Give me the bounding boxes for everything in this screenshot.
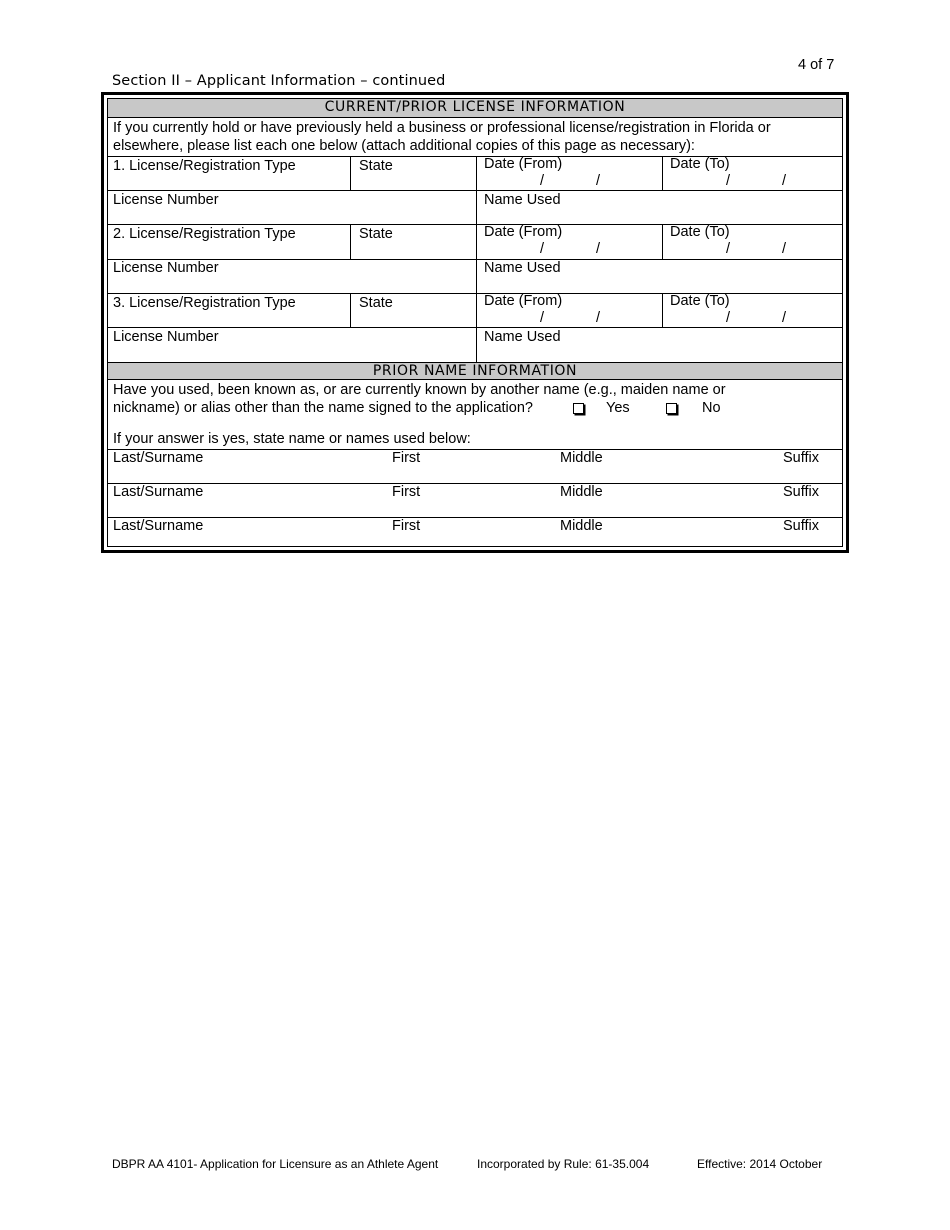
date-separator: / bbox=[782, 173, 787, 189]
date-separator: / bbox=[596, 241, 601, 257]
date-from-field[interactable]: Date (From) bbox=[484, 156, 563, 172]
form-box bbox=[101, 92, 849, 553]
date-separator: / bbox=[782, 310, 787, 326]
section-title: Section II – Applicant Information – continued bbox=[112, 73, 446, 89]
date-to-field[interactable]: Date (To) bbox=[670, 293, 730, 309]
prior-name-section-header: PRIOR NAME INFORMATION bbox=[108, 363, 842, 380]
first-name-field[interactable]: First bbox=[392, 484, 421, 500]
last-name-field[interactable]: Last/Surname bbox=[113, 484, 204, 500]
suffix-field[interactable]: Suffix bbox=[783, 484, 820, 500]
license-section-header: CURRENT/PRIOR LICENSE INFORMATION bbox=[108, 99, 842, 118]
last-name-field[interactable]: Last/Surname bbox=[113, 518, 204, 534]
name-used-field[interactable]: Name Used bbox=[484, 192, 561, 208]
date-to-field[interactable]: Date (To) bbox=[670, 156, 730, 172]
date-from-field[interactable]: Date (From) bbox=[484, 224, 563, 240]
license-intro-line1: If you currently hold or have previously held a business or professional license/registration in Florida or bbox=[113, 120, 771, 136]
suffix-field[interactable]: Suffix bbox=[783, 518, 820, 534]
footer-rule: Incorporated by Rule: 61-35.004 bbox=[477, 1157, 650, 1171]
date-separator: / bbox=[540, 173, 545, 189]
license-intro-line2: elsewhere, please list each one below (attach additional copies of this page as necessary): bbox=[113, 138, 695, 154]
license-type-field[interactable]: 1. License/Registration Type bbox=[113, 158, 296, 174]
date-separator: / bbox=[596, 310, 601, 326]
date-separator: / bbox=[596, 173, 601, 189]
yes-label: Yes bbox=[606, 400, 630, 416]
first-name-field[interactable]: First bbox=[392, 450, 421, 466]
footer-form-id: DBPR AA 4101- Application for Licensure as an Athlete Agent bbox=[112, 1157, 439, 1171]
state-field[interactable]: State bbox=[359, 226, 393, 242]
license-type-field[interactable]: 3. License/Registration Type bbox=[113, 295, 296, 311]
date-separator: / bbox=[782, 241, 787, 257]
yes-checkbox[interactable] bbox=[573, 403, 584, 414]
prior-name-question-line2: nickname) or alias other than the name signed to the application? bbox=[113, 400, 533, 416]
license-number-field[interactable]: License Number bbox=[113, 329, 219, 345]
date-separator: / bbox=[726, 241, 731, 257]
name-used-field[interactable]: Name Used bbox=[484, 260, 561, 276]
date-separator: / bbox=[726, 310, 731, 326]
suffix-field[interactable]: Suffix bbox=[783, 450, 820, 466]
page-number: 4 of 7 bbox=[798, 57, 835, 73]
footer-effective: Effective: 2014 October bbox=[697, 1157, 823, 1171]
last-name-field[interactable]: Last/Surname bbox=[113, 450, 204, 466]
date-separator: / bbox=[540, 241, 545, 257]
middle-name-field[interactable]: Middle bbox=[560, 484, 603, 500]
prior-name-question-line1: Have you used, been known as, or are currently known by another name (e.g., maiden name or bbox=[113, 382, 726, 398]
form-table bbox=[107, 98, 843, 547]
license-number-field[interactable]: License Number bbox=[113, 192, 219, 208]
middle-name-field[interactable]: Middle bbox=[560, 450, 603, 466]
state-field[interactable]: State bbox=[359, 295, 393, 311]
date-separator: / bbox=[540, 310, 545, 326]
no-label: No bbox=[702, 400, 721, 416]
name-used-field[interactable]: Name Used bbox=[484, 329, 561, 345]
date-separator: / bbox=[726, 173, 731, 189]
prior-name-instruction: If your answer is yes, state name or names used below: bbox=[113, 431, 471, 447]
date-to-field[interactable]: Date (To) bbox=[670, 224, 730, 240]
first-name-field[interactable]: First bbox=[392, 518, 421, 534]
license-number-field[interactable]: License Number bbox=[113, 260, 219, 276]
state-field[interactable]: State bbox=[359, 158, 393, 174]
no-checkbox[interactable] bbox=[666, 403, 677, 414]
middle-name-field[interactable]: Middle bbox=[560, 518, 603, 534]
date-from-field[interactable]: Date (From) bbox=[484, 293, 563, 309]
license-type-field[interactable]: 2. License/Registration Type bbox=[113, 226, 296, 242]
